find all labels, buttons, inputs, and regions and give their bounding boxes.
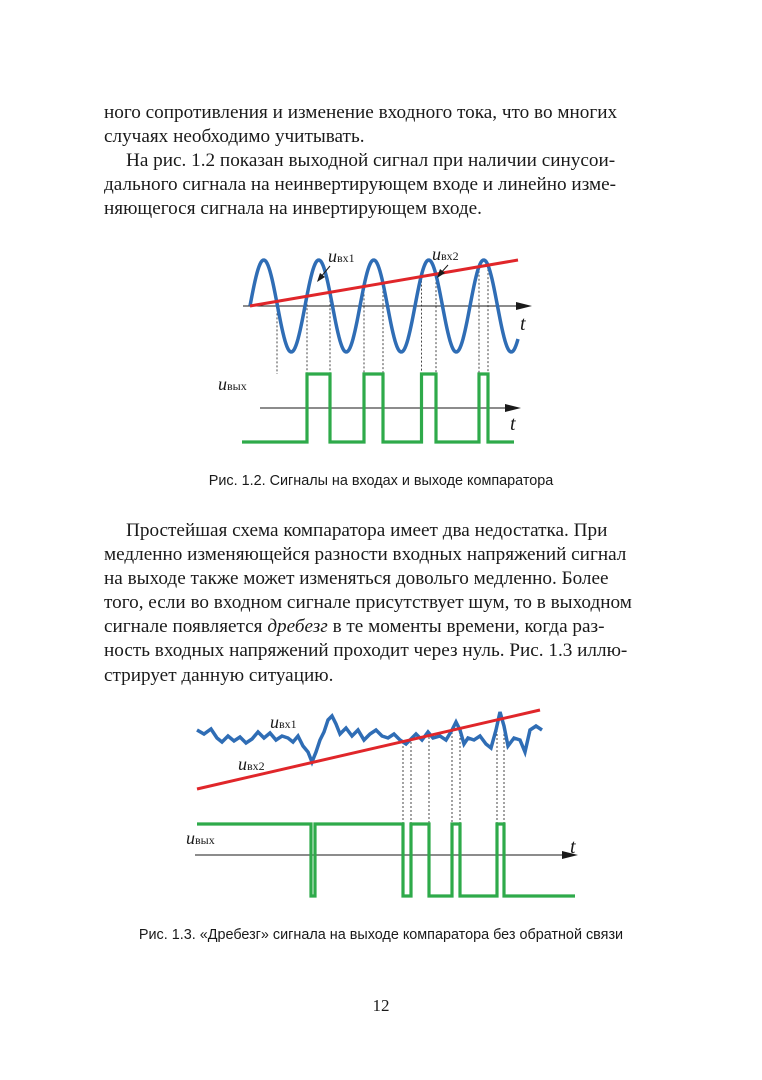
label-t-bottom: t [510, 413, 516, 435]
noisy-input-signal [197, 712, 542, 762]
text-line: ного сопротивления и изменение входного тока, что во многих [104, 102, 618, 123]
label-uvyx: uвых [218, 374, 247, 394]
text-line: случаях необходимо учитывать. [104, 126, 365, 148]
time-axis-top-arrow [516, 302, 532, 310]
figure-comparator-signals [0, 240, 762, 470]
ramp-input-signal [197, 710, 540, 789]
time-axis-bottom-arrow [505, 404, 521, 412]
label-uvyx: uвых [186, 828, 215, 848]
label-uvx1: uвх1 [270, 712, 297, 732]
text-line: в те моменты времени, когда раз- [327, 616, 605, 638]
text-line: дального сигнала на неинвертирующем входе и линейно изме- [104, 174, 617, 196]
text-line: медленно изменяющейся разности входных напряжений сигнал [104, 544, 627, 566]
text-line: ность входных напряжений проходит через нуль. Рис. 1.3 иллю- [104, 640, 628, 662]
paragraph-continuation [104, 101, 660, 149]
text-line: Простейшая схема компаратора имеет два недостатка. При [126, 520, 608, 541]
label-uvx2: uвх2 [432, 244, 459, 264]
figure-caption-1-3: Рис. 1.3. «Дребезг» сигнала на выходе компаратора без обратной связи [138, 927, 624, 943]
text-line: На рис. 1.2 показан выходной сигнал при наличии синусои- [126, 150, 616, 171]
text-line: сигнале появляется [104, 616, 268, 638]
label-uvx1: uвх1 [328, 246, 355, 266]
label-pointer-uvx1-head [317, 273, 325, 282]
label-uvx2: uвх2 [238, 754, 265, 774]
text-line: стрирует данную ситуацию. [104, 664, 334, 686]
page-number: 12 [372, 996, 390, 1015]
label-t: t [570, 836, 576, 858]
comparator-output-signal [197, 824, 575, 896]
text-line: на выходе также может изменяться довольго медленно. Более [104, 568, 609, 590]
text-line: того, если во входном сигнале присутствует шум, то в выходном [104, 592, 632, 614]
paragraph-comparator-drawbacks [104, 519, 660, 688]
figure-comparator-bounce [0, 700, 762, 910]
ramp-input-signal [250, 260, 518, 306]
paragraph-figure-intro [104, 149, 660, 221]
text-line: няющегося сигнала на инвертирующем входе. [104, 198, 482, 220]
label-t-top: t [520, 313, 526, 335]
figure-caption-1-2: Рис. 1.2. Сигналы на входах и выходе компаратора [208, 473, 554, 489]
emphasis-term: дребезг [267, 616, 328, 638]
